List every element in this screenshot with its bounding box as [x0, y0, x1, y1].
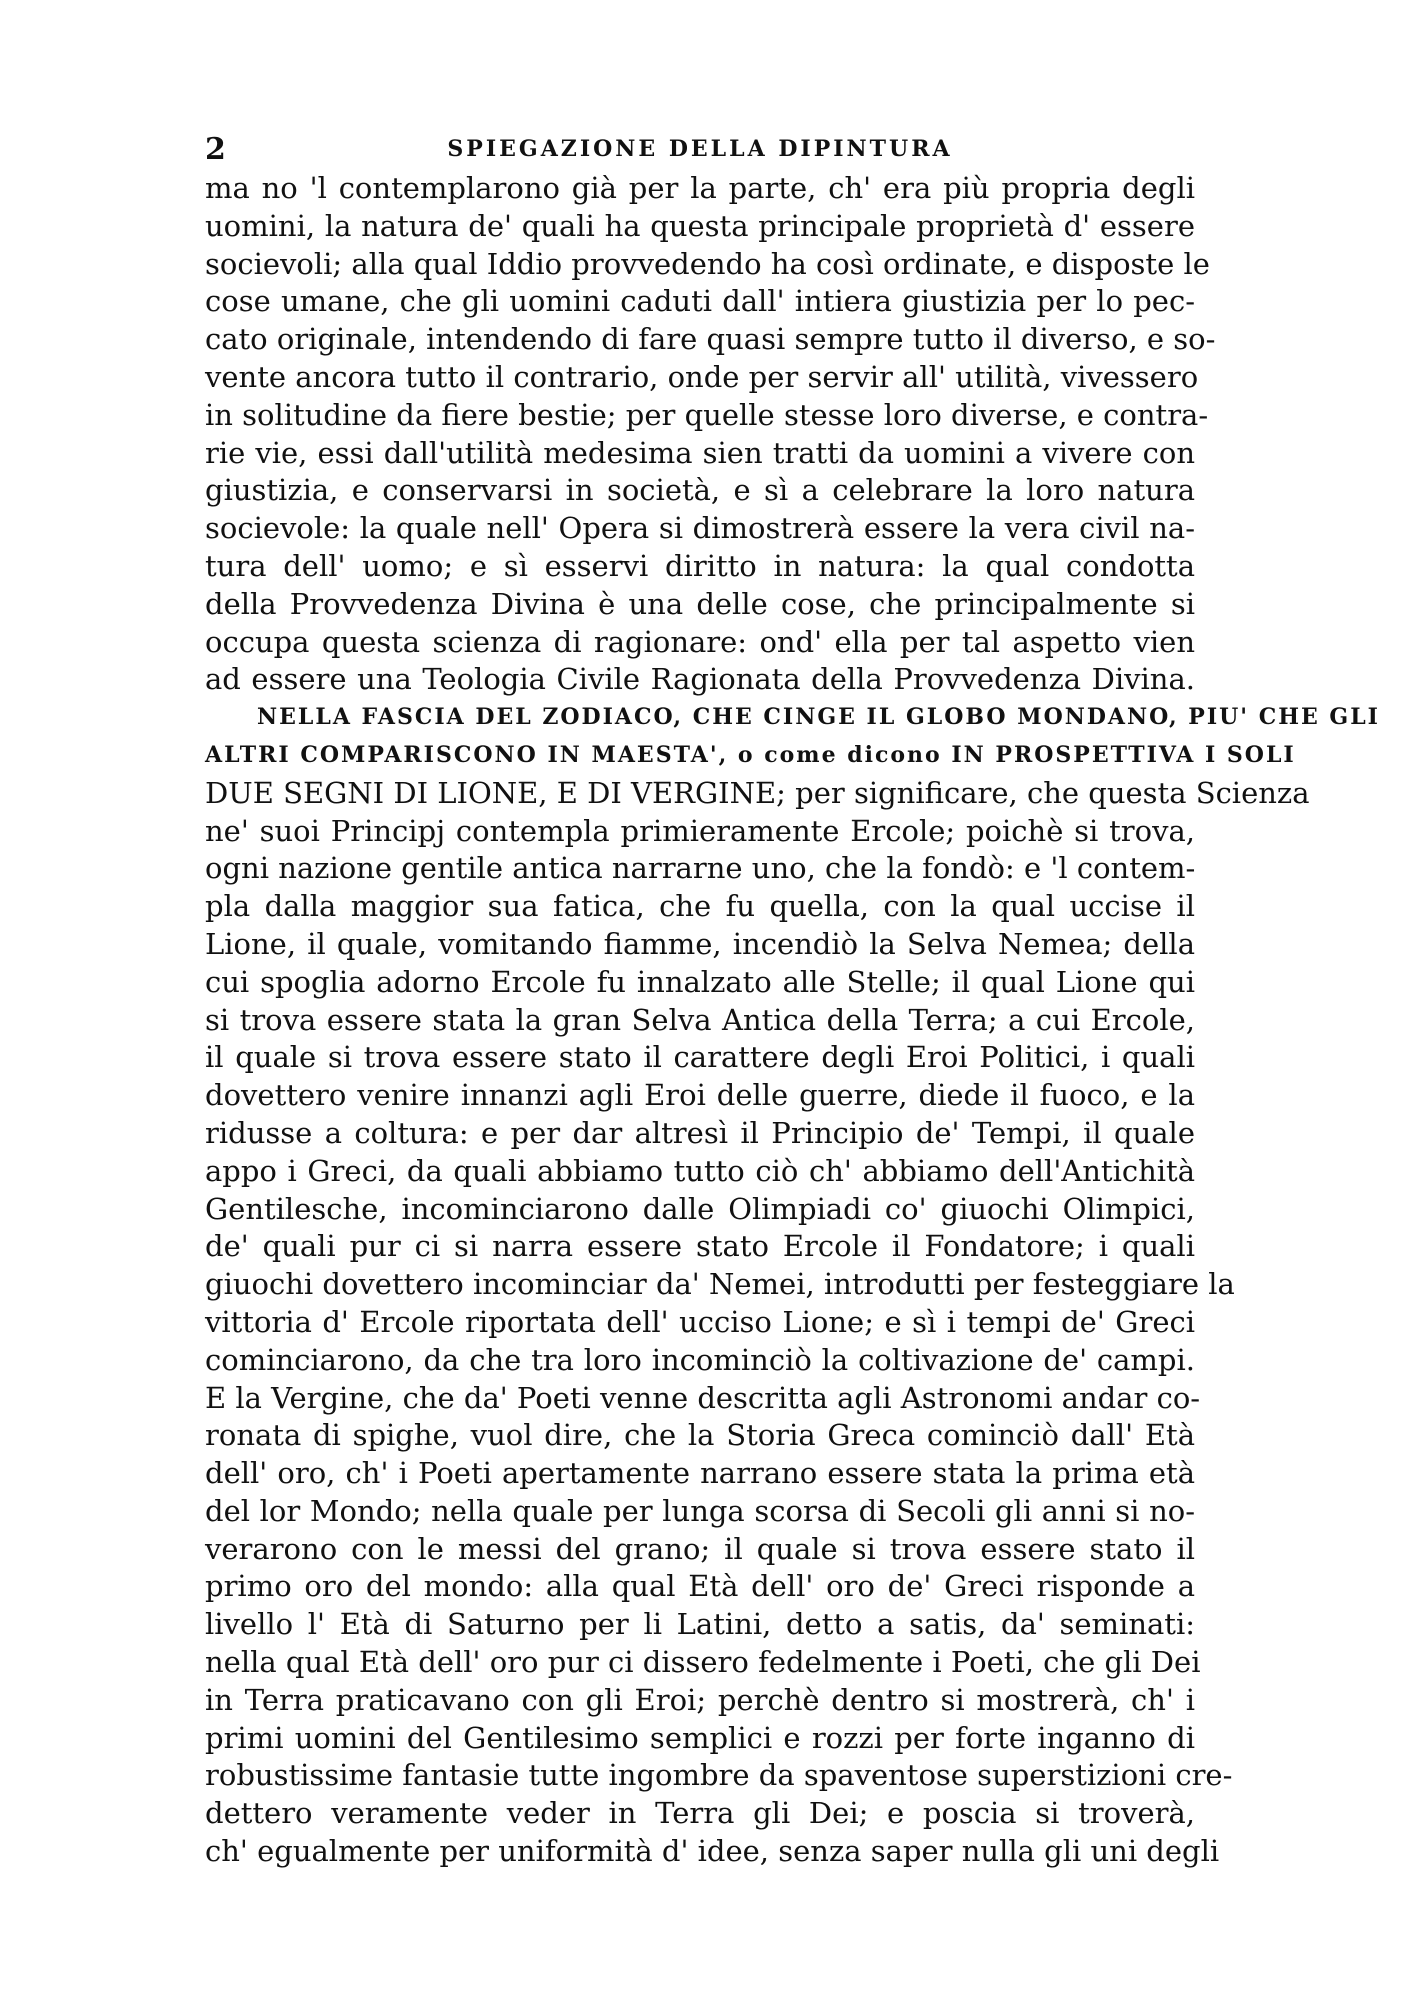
text-line: dell' oro, ch' i Poeti apertamente narrano essere stata la prima età	[205, 1456, 1195, 1491]
text-line: E la Vergine, che da' Poeti venne descritta agli Astronomi andar co-	[205, 1380, 1201, 1415]
text-line: dovettero venire innanzi agli Eroi delle guerre, diede il fuoco, e la	[205, 1078, 1195, 1113]
text-line: del lor Mondo; nella quale per lunga scorsa di Secoli gli anni si no-	[205, 1493, 1195, 1528]
text-line: de' quali pur ci si narra essere stato Ercole il Fondatore; i quali	[205, 1229, 1195, 1264]
text-line: pla dalla maggior sua fatica, che fu quella, con la qual uccise il	[205, 889, 1195, 924]
text-line: ridusse a coltura: e per dar altresì il Principio de' Tempi, il quale	[205, 1115, 1195, 1150]
text-line: cose umane, che gli uomini caduti dall' intiera giustizia per lo pec-	[205, 284, 1195, 319]
text-line: in Terra praticavano con gli Eroi; perchè dentro si mostrerà, ch' i	[205, 1682, 1195, 1717]
text-line: cato originale, intendendo di fare quasi sempre tutto il diverso, e so-	[205, 322, 1216, 357]
small-caps-line: ALTRI COMPARISCONO IN MAESTA', o come dicono IN PROSPETTIVA I SOLI	[205, 741, 1296, 768]
text-line: si trova essere stata la gran Selva Antica della Terra; a cui Ercole,	[205, 1002, 1195, 1037]
text-line: vente ancora tutto il contrario, onde per servir all' utilità, vivessero	[205, 359, 1199, 394]
text-line: ogni nazione gentile antica narrarne uno, che la fondò: e 'l contem-	[205, 851, 1196, 886]
text-line: ronata di spighe, vuol dire, che la Storia Greca cominciò dall' Età	[205, 1418, 1195, 1453]
text-line: primo oro del mondo: alla qual Età dell' oro de' Greci risponde a	[205, 1569, 1195, 1604]
text-line: socievole: la quale nell' Opera si dimostrerà essere la vera civil na-	[205, 511, 1195, 546]
text-line: DUE SEGNI DI LIONE, E DI VERGINE; per significare, che questa Scienza	[205, 775, 1310, 810]
text-line: ad essere una Teologia Civile Ragionata della Provvedenza Divina.	[205, 662, 1195, 697]
text-line: cui spoglia adorno Ercole fu innalzato alle Stelle; il qual Lione qui	[205, 964, 1195, 999]
text-line: uomini, la natura de' quali ha questa principale proprietà d' essere	[205, 208, 1195, 243]
text-line: rie vie, essi dall'utilità medesima sien tratti da uomini a vivere con	[205, 435, 1195, 470]
text-line: vittoria d' Ercole riportata dell' ucciso Lione; e sì i tempi de' Greci	[205, 1304, 1195, 1339]
page-header	[205, 132, 1195, 172]
text-line: socievoli; alla qual Iddio provvedendo ha così ordinate, e disposte le	[205, 246, 1210, 281]
text-line: dettero veramente veder in Terra gli Dei; e poscia si troverà,	[205, 1796, 1195, 1831]
text-line: cominciarono, da che tra loro incominciò la coltivazione de' campi.	[205, 1342, 1195, 1377]
text-line: robustissime fantasie tutte ingombre da spaventose superstizioni cre-	[205, 1758, 1233, 1793]
text-line: giuochi dovettero incominciar da' Nemei, introdutti per festeggiare la	[205, 1267, 1235, 1302]
text-line: ch' egualmente per uniformità d' idee, senza saper nulla gli uni degli	[205, 1834, 1220, 1869]
text-line: livello l' Età di Saturno per li Latini, detto a satis, da' seminati:	[205, 1607, 1195, 1642]
small-caps-line: NELLA FASCIA DEL ZODIACO, CHE CINGE IL GLOBO MONDANO, PIU' CHE GLI	[257, 704, 1380, 731]
text-line: il quale si trova essere stato il carattere degli Eroi Politici, i quali	[205, 1040, 1195, 1075]
text-line: verarono con le messi del grano; il quale si trova essere stato il	[205, 1531, 1195, 1566]
text-line: giustizia, e conservarsi in società, e sì a celebrare la loro natura	[205, 473, 1195, 508]
text-line: primi uomini del Gentilesimo semplici e rozzi per forte inganno di	[205, 1720, 1195, 1755]
text-line: appo i Greci, da quali abbiamo tutto ciò ch' abbiamo dell'Antichità	[205, 1153, 1195, 1188]
body-text	[205, 170, 1380, 1871]
text-line: Lione, il quale, vomitando fiamme, incendiò la Selva Nemea; della	[205, 926, 1195, 961]
text-line: nella qual Età dell' oro pur ci dissero fedelmente i Poeti, che gli Dei	[205, 1645, 1201, 1680]
text-line: tura dell' uomo; e sì esservi diritto in natura: la qual condotta	[205, 548, 1195, 583]
text-line: della Provvedenza Divina è una delle cose, che principalmente si	[205, 586, 1195, 621]
text-line: ma no 'l contemplarono già per la parte, ch' era più propria degli	[205, 171, 1195, 205]
running-head: SPIEGAZIONE DELLA DIPINTURA	[447, 136, 953, 162]
text-line: occupa questa scienza di ragionare: ond' ella per tal aspetto vien	[205, 624, 1195, 659]
page-number: 2	[205, 132, 226, 167]
text-line: Gentilesche, incominciarono dalle Olimpiadi co' giuochi Olimpici,	[205, 1191, 1195, 1226]
text-line: ne' suoi Principj contempla primieramente Ercole; poichè si trova,	[205, 813, 1195, 848]
text-line: in solitudine da fiere bestie; per quelle stesse loro diverse, e contra-	[205, 397, 1209, 432]
